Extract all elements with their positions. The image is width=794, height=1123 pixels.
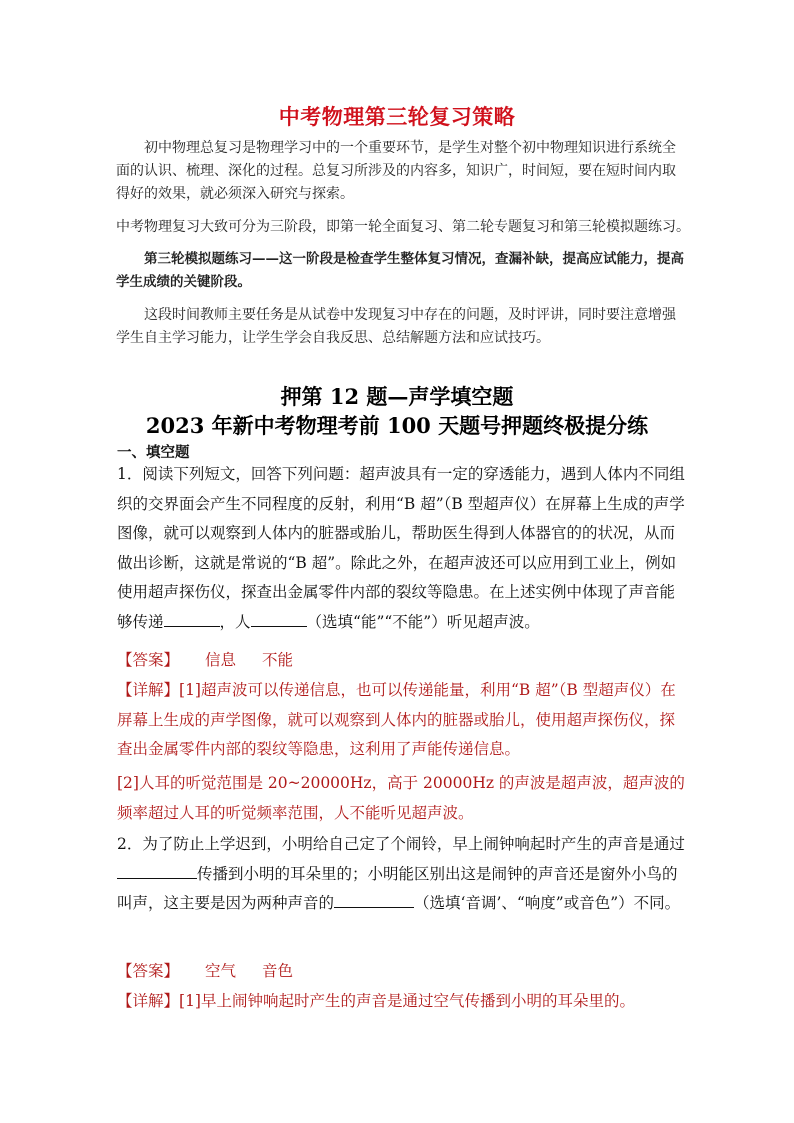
detail-label: 【详解】 (117, 992, 180, 1010)
answer-value-1: 信息 (205, 651, 237, 669)
answer-value-2: 不能 (262, 651, 294, 669)
question-1 (117, 460, 685, 637)
detail-text: [1]超声波可以传递信息，也可以传递能量，利用“B 超”（B 型超声仪）在屏幕上生成的声学图像，就可以观察到人体内的脏器或胎儿，使用超声探伤仪，探查出金属零件内部的裂纹等隐患，这利用了声能传递信息。 (117, 681, 676, 758)
question-1-text-c: （选填“能”“不能”）听见超声波。 (306, 612, 540, 631)
exam-heading-2: 2023 年新中考物理考前 100 天题号押题终极提分练 (145, 413, 649, 438)
question-1-blank-1[interactable] (164, 608, 220, 627)
question-1-answer (117, 646, 293, 676)
answer-label: 【答案】 (117, 962, 180, 980)
detail-text: [1]早上闹钟响起时产生的声音是通过空气传播到小明的耳朵里的。 (179, 992, 635, 1010)
intro-paragraph-1 (116, 137, 682, 206)
page-title: 中考物理第三轮复习策略 (278, 105, 516, 129)
intro-paragraph-4 (116, 304, 682, 350)
question-2-text-a: 2．为了防止上学迟到，小明给自己定了个闹铃，早上闹钟响起时产生的声音是通过 (117, 835, 685, 853)
question-2-blank-1[interactable] (117, 860, 197, 879)
intro-paragraph-1-text: 初中物理总复习是物理学习中的一个重要环节，是学生对整个初中物理知识进行系统全面的认识、梳理、深化的过程。总复习所涉及的内容多，知识广，时间短，要在短时间内取得好的效果，就必须深入研究与探索。 (116, 140, 676, 202)
intro-paragraph-4-text: 这段时间教师主要任务是从试卷中发现复习中存在的问题，及时评讲，同时要注意增强学生自主学习能力，让学生学会自我反思、总结解题方法和应试技巧。 (116, 307, 676, 346)
answer-label: 【答案】 (117, 651, 180, 669)
question-2-answer (117, 957, 293, 987)
question-1-blank-2[interactable] (251, 608, 307, 627)
answer-value-1: 空气 (205, 962, 237, 980)
detail-label: 【详解】 (117, 681, 180, 699)
question-2-text-b: 传播到小明的耳朵里的；小明能区别出这是闹钟的声音还是窗外小鸟的叫声，这主要是因为两种声音的 (117, 864, 678, 912)
section-label: 一、填空题 (117, 444, 190, 461)
intro-paragraph-2: 中考物理复习大致可分为三阶段，即第一轮全面复习、第二轮专题复习和第三轮模拟题练习。 (116, 219, 690, 235)
question-2-text-c: （选填‘音调’、“响度”或音色”）不同。 (414, 894, 681, 912)
exam-heading-1: 押第 12 题—声学填空题 (280, 384, 514, 409)
question-2-blank-2[interactable] (334, 889, 414, 908)
intro-paragraph-3 (116, 248, 688, 294)
question-1-detail-1 (117, 676, 685, 765)
question-1-text-a: 1．阅读下列短文，回答下列问题：超声波具有一定的穿透能力，遇到人体内不同组织的交界面会产生不同程度的反射，利用“B 超”（B 型超声仪）在屏幕上生成的声学图像，就可以观察到人体内的脏器或胎儿，帮助医生得到人体器官的的状况，从而做出诊断，这就是常说的“B 超”。除此之外，在超声波还可以应用到工业上，例如使用超声探伤仪，探查出金属零件内部的裂纹等隐患。在上述实例中体现了声音能够传递 (117, 465, 685, 631)
intro-paragraph-3-text: 第三轮模拟题练习——这一阶段是检查学生整体复习情况，查漏补缺，提高应试能力，提高学生成绩的关键阶段。 (116, 251, 684, 290)
question-2-detail-1 (117, 987, 685, 1017)
question-1-detail-2: [2]人耳的听觉范围是 20~20000Hz，高于 20000Hz 的声波是超声波，超声波的频率超过人耳的听觉频率范围，人不能听见超声波。 (117, 774, 685, 822)
answer-value-2: 音色 (262, 962, 294, 980)
question-2 (117, 830, 685, 919)
question-1-text-b: ，人 (219, 612, 251, 631)
